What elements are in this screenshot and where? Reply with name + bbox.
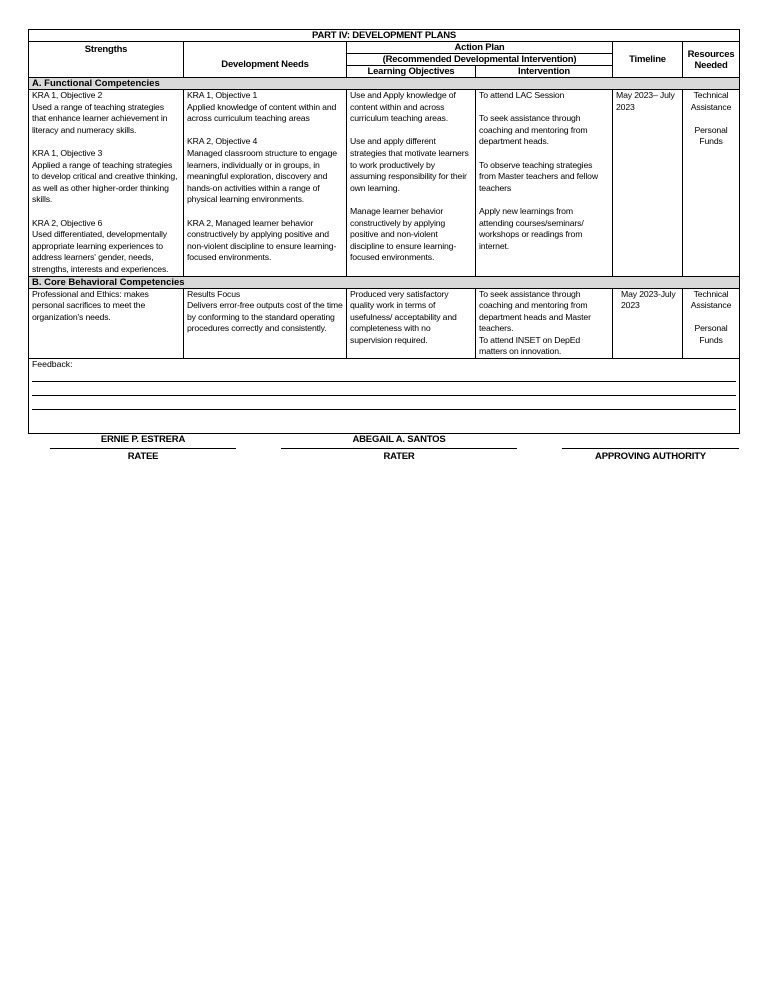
resource-item: Technical Assistance [690,288,732,311]
section-a-strengths [29,90,184,277]
approver-name [562,434,739,448]
resource-item: Personal Funds [694,323,728,345]
section-a-title: A. Functional Competencies [29,78,740,90]
intervention-text: To seek assistance through coaching and mentoring from department heads and Master teachers. [479,288,591,334]
feedback-line [32,395,736,396]
feedback-box[interactable] [29,359,740,434]
intervention-text: To attend INSET on DepEd matters on innovation. [479,334,581,357]
need-text: KRA 2, Managed learner behavior constructively by applying positive and non-violent discipline to ensure learning-focused environments. [187,217,337,263]
header-action-plan: Action Plan [347,42,613,54]
header-development-needs: Development Needs [184,42,347,78]
header-resources-line2: Needed [694,59,728,71]
signature-ratee [50,434,236,462]
section-a-interventions [476,90,613,277]
need-text: Delivers error-free outputs cost of the time by conforming to the standard operating procedures correctly and consistently. [187,300,343,334]
strength-text: Used a range of teaching strategies that enhance learner achievement in literacy and numeracy skills. [32,101,168,135]
header-resources [683,42,740,78]
header-strengths: Strengths [29,42,184,78]
intervention-text: To seek assistance through coaching and mentoring from department heads. [479,113,588,147]
intervention-text: To attend LAC Session [479,90,565,100]
development-plans-table [28,29,740,434]
section-a-objectives [347,90,476,277]
ratee-name: ERNIE P. ESTRERA [100,434,186,445]
section-b-strengths: Professional and Ethics: makes personal sacrifices to meet the organization's needs. [29,288,184,359]
objective-text: Use and apply different strategies that motivate learners to work productively by assuming responsibility for their own learning. [350,136,469,193]
resource-item: Technical Assistance [690,90,732,112]
need-kra: KRA 2, Objective 4 [187,136,258,147]
feedback-line [32,381,736,382]
approver-role: APPROVING AUTHORITY [595,451,706,462]
section-a-resources [683,90,740,277]
section-a-timeline: May 2023– July 2023 [613,90,683,277]
rater-role: RATER [383,451,415,462]
strength-kra: KRA 1, Objective 3 [32,147,103,158]
signature-rater [281,434,517,462]
strength-text: Used differentiated, developmentally appropriate learning experiences to address learners' gender, needs, strengths, interests and experiences. [32,229,169,274]
intervention-text: Apply new learnings from attending courses/seminars/ workshops or readings from internet. [479,205,584,251]
need-text: Applied knowledge of content within and across curriculum teaching areas [187,101,337,124]
resource-item: Personal Funds [694,124,728,147]
strength-text: Applied a range of teaching strategies to develop critical and creative thinking, as well as other higher-order thinking skills. [32,159,178,205]
section-b-timeline: May 2023-July 2023 [613,288,683,359]
section-b-resources [683,288,740,359]
header-timeline: Timeline [613,42,683,78]
header-learning-objectives: Learning Objectives [347,66,476,78]
feedback-line [32,409,736,410]
rater-name: ABEGAIL A. SANTOS [352,434,446,445]
header-resources-line1: Resources [687,48,735,60]
feedback-label: Feedback: [32,359,73,370]
part-title: PART IV: DEVELOPMENT PLANS [29,30,740,42]
development-plans-form [28,29,739,434]
header-action-plan-sub: (Recommended Developmental Intervention) [347,54,613,66]
section-b-objectives: Produced very satisfactory quality work in terms of usefulness/ acceptability and completeness with no supervision required. [347,288,476,359]
objective-text: Manage learner behavior constructively by applying positive and non-violent discipline to ensure learning-focused environments. [350,205,457,263]
need-kra: KRA 1, Objective 1 [187,90,258,100]
section-b-interventions [476,288,613,359]
need-title: Results Focus [187,288,241,299]
signature-approver [562,434,739,462]
strength-kra: KRA 2, Objective 6 [32,217,103,228]
section-a-needs [184,90,347,277]
strength-kra: KRA 1, Objective 2 [32,90,103,100]
intervention-text: To observe teaching strategies from Master teachers and fellow teachers [479,159,598,193]
objective-text: Use and Apply knowledge of content within and across curriculum teaching areas. [350,90,456,124]
ratee-role: RATEE [127,451,159,462]
section-b-title: B. Core Behavioral Competencies [29,276,740,288]
section-b-needs [184,288,347,359]
need-text: Managed classroom structure to engage learners, individually or in groups, in meaningful exploration, discovery and hands-on activities within a range of physical learning environments. [187,147,337,205]
header-intervention: Intervention [476,66,613,78]
